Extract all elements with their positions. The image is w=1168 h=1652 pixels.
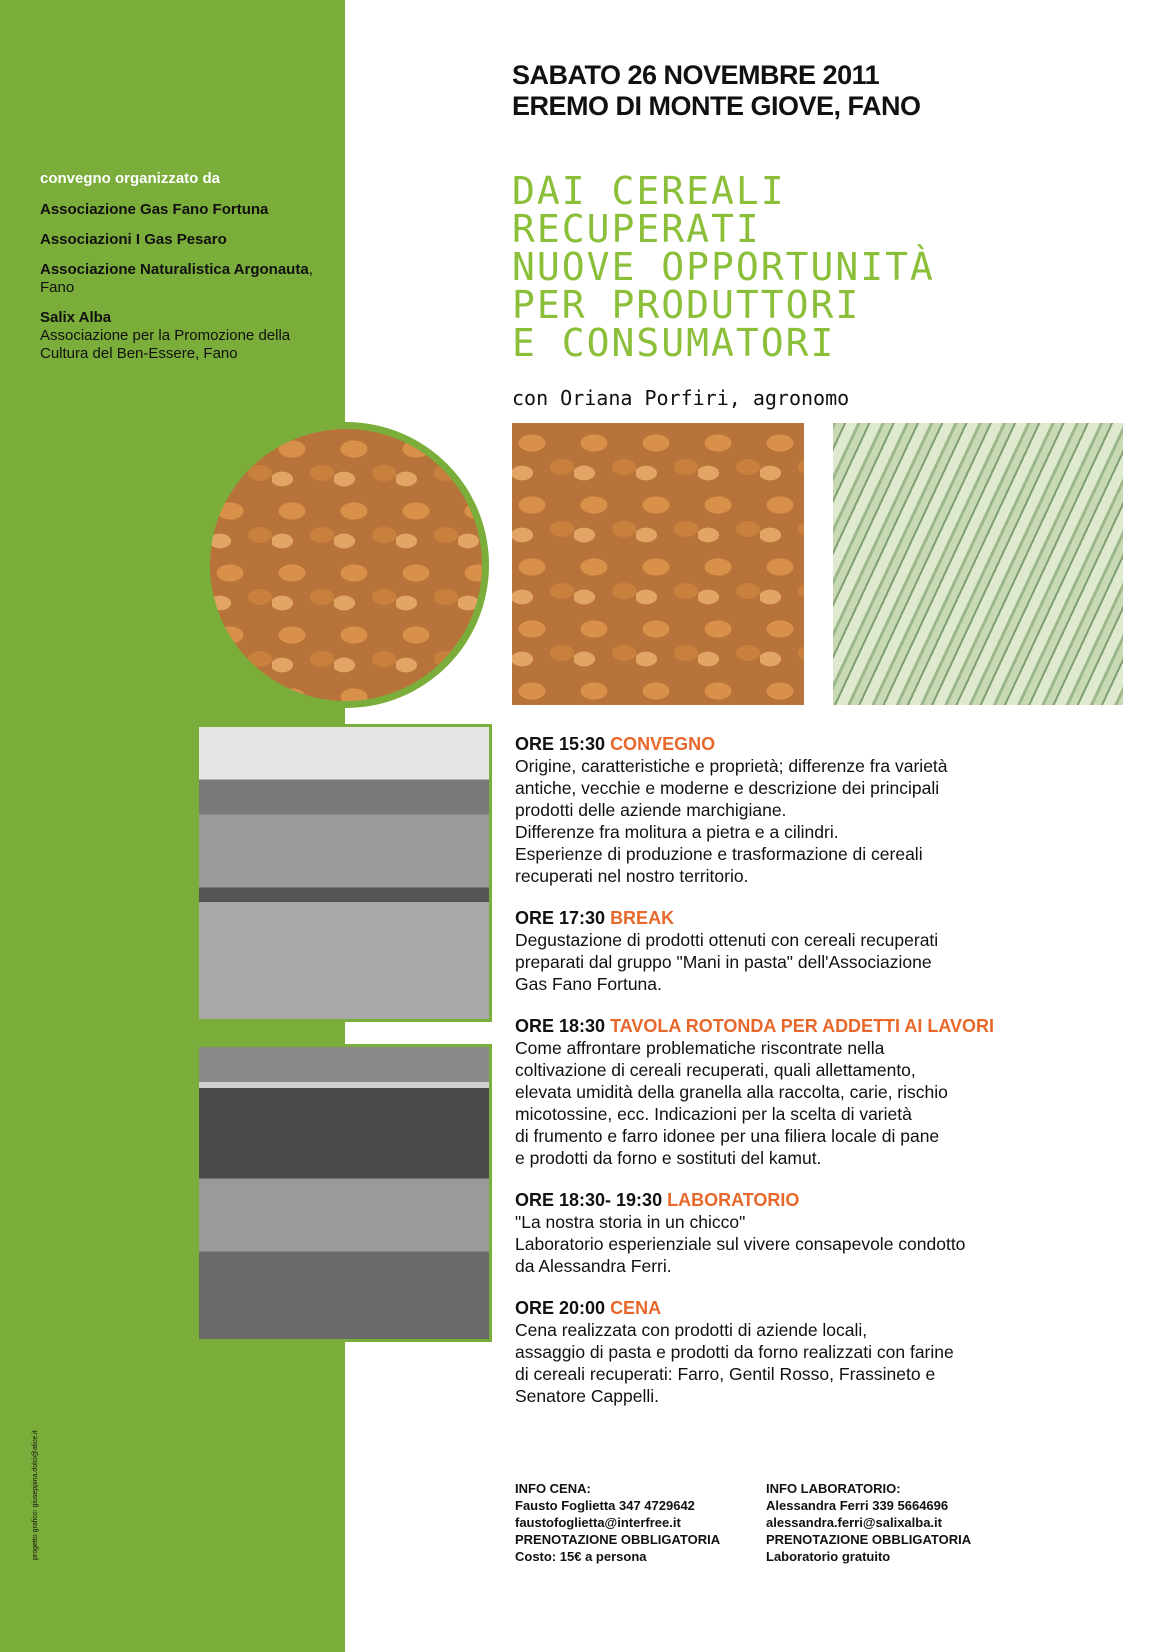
- info-line: PRENOTAZIONE OBBLIGATORIA: [515, 1532, 721, 1547]
- title-line: NUOVE OPPORTUNITÀ: [512, 245, 935, 289]
- session-description: Degustazione di prodotti ottenuti con cereali recuperati preparati dal gruppo "Mani in pasta" dell'Associazione Gas Fano Fortuna.: [515, 930, 939, 994]
- event-place: EREMO DI MONTE GIOVE, FANO: [512, 91, 921, 121]
- wheat-grains-circle-photo: [210, 429, 482, 701]
- info-email: alessandra.ferri@salixalba.it: [766, 1515, 942, 1530]
- title-line: PER PRODUTTORI: [512, 283, 861, 327]
- session: [515, 733, 1075, 887]
- photo-frame: [196, 1044, 492, 1342]
- session-description: Cena realizzata con prodotti di aziende locali, assaggio di pasta e prodotti da forno realizzati con farine di cereali recuperati: Farro, Gentil Rosso, Frassineto e Senatore Cappelli.: [515, 1320, 954, 1406]
- info-email: faustofoglietta@interfree.it: [515, 1515, 681, 1530]
- historic-harvest-photo: [199, 727, 489, 1019]
- program-schedule: [515, 733, 1075, 1427]
- organizer-1: Associazione Gas Fano Fortuna: [40, 201, 269, 218]
- title-line: DAI CEREALI: [512, 169, 786, 213]
- historic-threshing-photo: [199, 1047, 489, 1339]
- spelt-grains-photo: [512, 423, 804, 705]
- session-description: "La nostra storia in un chicco" Laboratorio esperienziale sul vivere consapevole condotto da Alessandra Ferri.: [515, 1212, 966, 1276]
- info-cena: [515, 1480, 720, 1565]
- info-line: Costo: 15€ a persona: [515, 1549, 647, 1564]
- session-heading: ORE 15:30 CONVEGNO: [515, 734, 716, 754]
- session: [515, 1297, 1075, 1407]
- info-cena-heading: INFO CENA:: [515, 1481, 591, 1496]
- info-laboratorio: [766, 1480, 971, 1565]
- session-heading: ORE 18:30- 19:30 LABORATORIO: [515, 1190, 800, 1210]
- organizers-intro: convegno organizzato da: [40, 170, 221, 187]
- info-line: Laboratorio gratuito: [766, 1549, 891, 1564]
- session-description: Come affrontare problematiche riscontrate nella coltivazione di cereali recuperati, quali allettamento, elevata umidità della granella alla raccolta, carie, rischio micotossine, ecc. Indicazioni per la scelta di varietà di frumento e farro idonee per una filiera locale di pane e prodotti da forno e sostituti del kamut.: [515, 1038, 948, 1168]
- session-heading: ORE 20:00 CENA: [515, 1298, 662, 1318]
- info-line: Alessandra Ferri 339 5664696: [766, 1498, 949, 1513]
- organizer-3: Associazione Naturalistica Argonauta, Fano: [40, 261, 313, 296]
- title-line: RECUPERATI: [512, 207, 761, 251]
- wheat-ears-photo: [833, 423, 1123, 705]
- design-credit: progetto grafico: giuseppina.dolci@alice.it: [32, 1430, 39, 1560]
- info-lab-heading: INFO LABORATORIO:: [766, 1481, 901, 1496]
- info-line: Fausto Foglietta 347 4729642: [515, 1498, 695, 1513]
- title-line: E CONSUMATORI: [512, 321, 836, 365]
- event-title: [512, 169, 935, 365]
- photo-frame: [196, 724, 492, 1022]
- event-date-place: [512, 60, 921, 122]
- session: [515, 1015, 1075, 1169]
- organizer-4: Salix Alba Associazione per la Promozione della Cultura del Ben-Essere, Fano: [40, 309, 291, 362]
- organizers: [40, 170, 340, 375]
- organizer-2: Associazioni I Gas Pesaro: [40, 231, 227, 248]
- session: [515, 907, 1075, 995]
- speaker: con Oriana Porfiri, agronomo: [512, 386, 850, 410]
- session: [515, 1189, 1075, 1277]
- event-date: SABATO 26 NOVEMBRE 2011: [512, 60, 880, 90]
- session-heading: ORE 17:30 BREAK: [515, 908, 675, 928]
- info-line: PRENOTAZIONE OBBLIGATORIA: [766, 1532, 972, 1547]
- session-heading: ORE 18:30 TAVOLA ROTONDA PER ADDETTI AI LAVORI: [515, 1016, 995, 1036]
- grain-circle-frame: [203, 422, 489, 708]
- session-description: Origine, caratteristiche e proprietà; differenze fra varietà antiche, vecchie e moderne e descrizione dei principali prodotti delle aziende marchigiane. Differenze fra molitura a pietra e a cilindri. Esperienze di produzione e trasformazione di cereali recuperati nel nostro territorio.: [515, 756, 948, 886]
